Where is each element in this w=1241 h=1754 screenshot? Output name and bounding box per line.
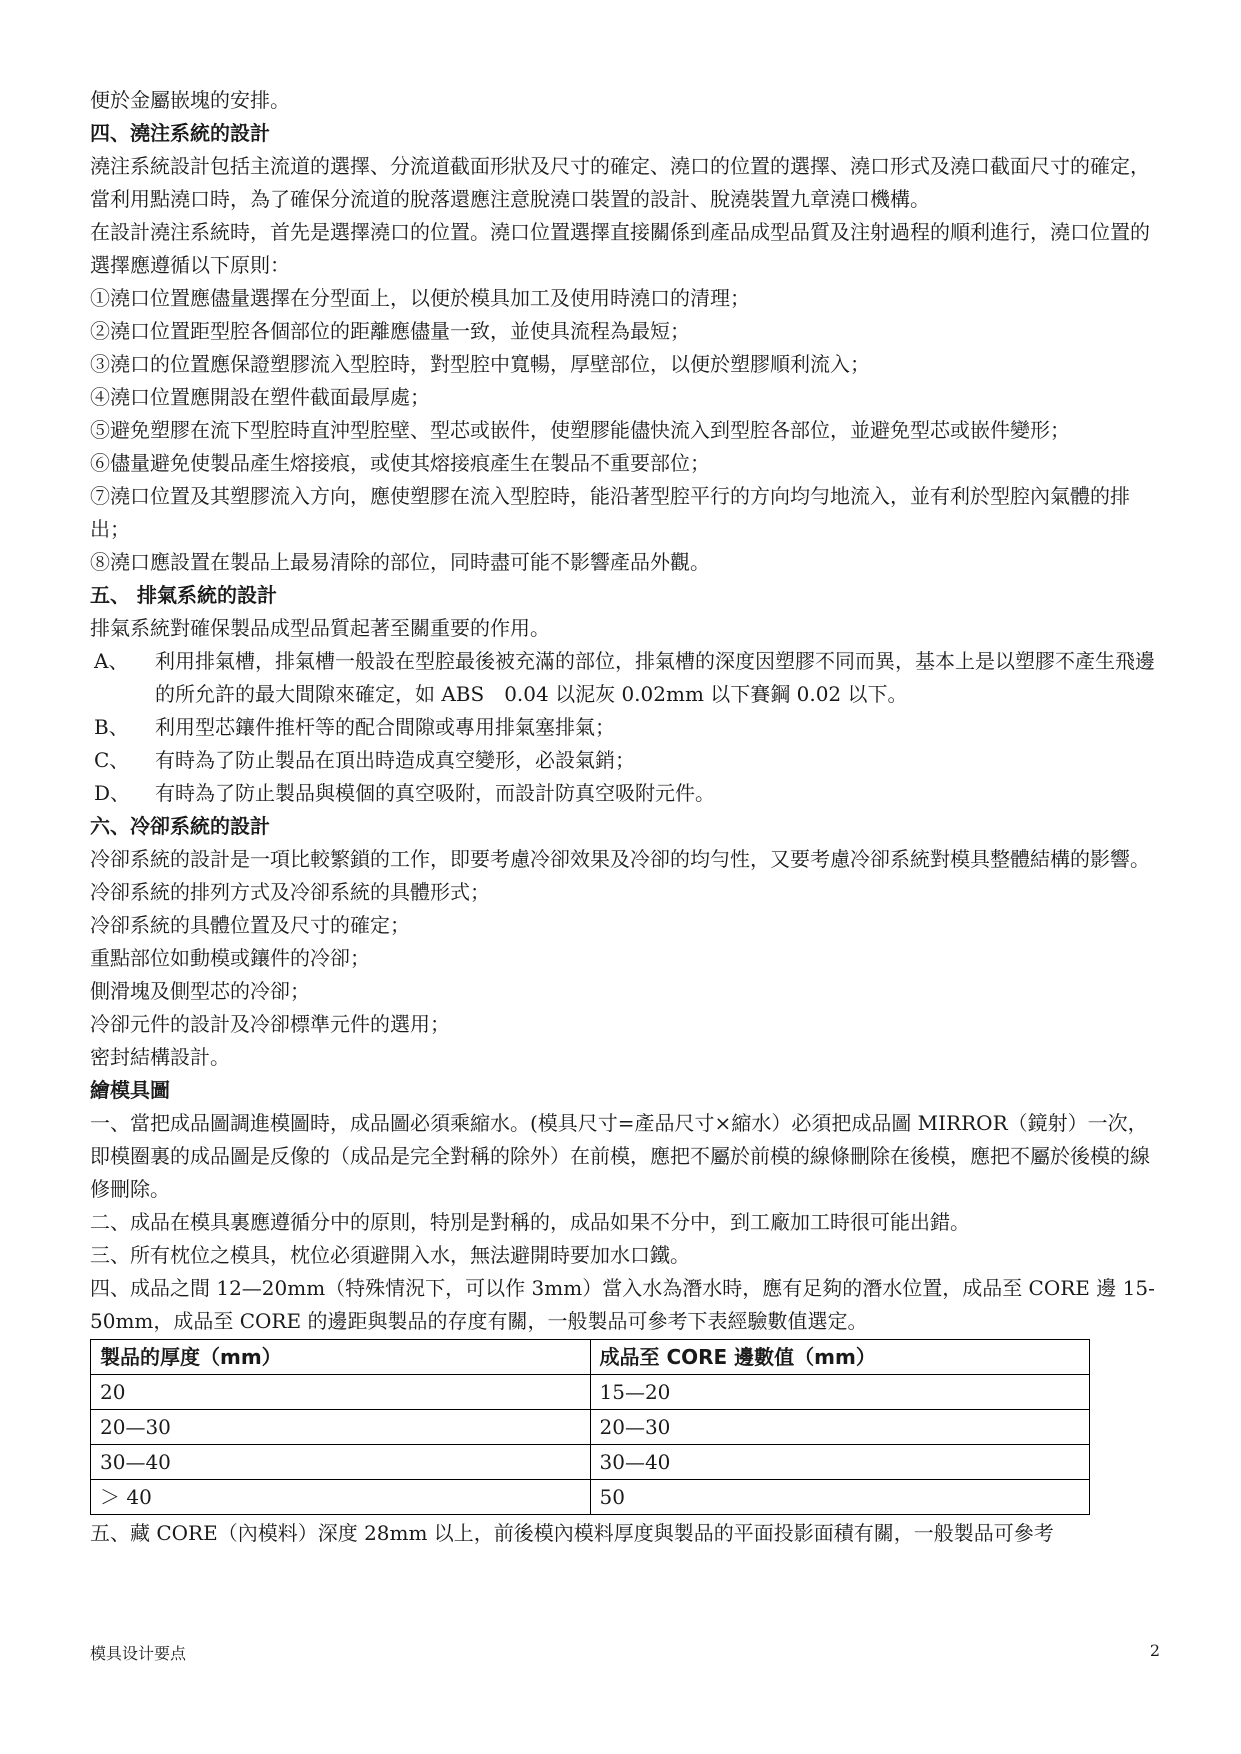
- footer-title: 模具设计要点: [90, 1644, 187, 1663]
- rule-item: ⑤避免塑膠在流下型腔時直沖型腔壁、型芯或嵌件，使塑膠能儘快流入到型腔各部位，並避免型芯或嵌件變形；: [90, 418, 1070, 442]
- thickness-table: [90, 1339, 1090, 1515]
- section-heading-mold-drawing: 繪模具圖: [90, 1078, 170, 1102]
- cooling-line: 重點部位如動模或鑲件的冷卻；: [90, 946, 370, 970]
- list-item-text: 有時為了防止製品與模個的真空吸附，而設計防真空吸附元件。: [155, 781, 715, 805]
- cooling-line: 冷卻系統的排列方式及冷卻系統的具體形式；: [90, 880, 490, 904]
- intro-line: 便於金屬嵌塊的安排。: [90, 88, 290, 112]
- list-item-label: D、: [94, 781, 131, 805]
- rule-item: ⑧澆口應設置在製品上最易清除的部位，同時盡可能不影響產品外觀。: [90, 550, 710, 574]
- paragraph: 排氣系統對確保製品成型品質起著至關重要的作用。: [90, 616, 550, 640]
- list-item-label: A、: [94, 649, 129, 673]
- paragraph: 冷卻系統的設計是一項比較繁鎖的工作，即要考慮冷卻效果及冷卻的均勻性，又要考慮冷卻系統對模具整體結構的影響。: [90, 847, 1150, 871]
- paragraph: 澆注系統設計包括主流道的選擇、分流道截面形狀及尺寸的確定、澆口的位置的選擇、澆口形式及澆口截面尺寸的確定，當利用點澆口時，為了確保分流道的脫落還應注意脫澆口裝置的設計、脫澆裝置九章澆口機構。: [90, 154, 1150, 211]
- paragraph: 二、成品在模具裏應遵循分中的原則，特別是對稱的，成品如果不分中，到工廠加工時很可能出錯。: [90, 1210, 970, 1234]
- rule-item: ④澆口位置應開設在塑件截面最厚處；: [90, 385, 430, 409]
- paragraph: 在設計澆注系統時，首先是選擇澆口的位置。澆口位置選擇直接關係到產品成型品質及注射過程的順利進行，澆口位置的選擇應遵循以下原則：: [90, 220, 1150, 277]
- cooling-line: 側滑塊及側型芯的冷卻；: [90, 979, 310, 1003]
- table-cell: 20—30: [590, 1410, 1090, 1445]
- table-row: [91, 1445, 1090, 1480]
- list-item-text: 利用型芯鑲件推杆等的配合間隙或專用排氣塞排氣；: [155, 715, 615, 739]
- page-number: 2: [1149, 1641, 1160, 1660]
- table-cell: 20: [91, 1375, 591, 1410]
- list-item: [90, 777, 1160, 810]
- table-header-cell: 成品至 CORE 邊數值（mm）: [590, 1340, 1090, 1375]
- cooling-line: 冷卻元件的設計及冷卻標準元件的選用；: [90, 1012, 450, 1036]
- table-cell: 15—20: [590, 1375, 1090, 1410]
- paragraph: 五、藏 CORE（內模料）深度 28mm 以上，前後模內模料厚度與製品的平面投影面積有關，一般製品可參考: [90, 1521, 1054, 1545]
- table-cell: 50: [590, 1480, 1090, 1515]
- list-item: [90, 711, 1160, 744]
- section-heading-cooling: 六、冷卻系統的設計: [90, 814, 270, 838]
- rule-item: ②澆口位置距型腔各個部位的距離應儘量一致，並使具流程為最短；: [90, 319, 690, 343]
- rule-item: ③澆口的位置應保證塑膠流入型腔時，對型腔中寬暢，厚壁部位，以便於塑膠順利流入；: [90, 352, 870, 376]
- table-header-cell: 製品的厚度（mm）: [91, 1340, 591, 1375]
- table-row: [91, 1480, 1090, 1515]
- document-page: [90, 84, 1160, 1550]
- paragraph: 一、當把成品圖調進模圖時，成品圖必須乘縮水。(模具尺寸=產品尺寸×縮水）必須把成品圖 MIRROR（鏡射）一次，即模圈裏的成品圖是反像的（成品是完全對稱的除外）在前模，應把不屬於前模的線條刪除在後模，應把不屬於後模的線修刪除。: [90, 1111, 1150, 1201]
- section-heading-venting: 五、 排氣系統的設計: [90, 583, 277, 607]
- rule-item: ⑦澆口位置及其塑膠流入方向，應使塑膠在流入型腔時，能沿著型腔平行的方向均勻地流入，並有利於型腔內氣體的排出；: [90, 484, 1130, 541]
- list-item-text: 利用排氣槽，排氣槽一般設在型腔最後被充滿的部位，排氣槽的深度因塑膠不同而異，基本上是以塑膠不產生飛邊的所允許的最大間隙來確定，如 ABS 0.04 以泥灰 0.02mm 以下賽鋼 0.02 以下。: [155, 649, 1155, 706]
- table-cell: 20—30: [91, 1410, 591, 1445]
- list-item-text: 有時為了防止製品在頂出時造成真空變形，必設氣銷；: [155, 748, 635, 772]
- rule-item: ①澆口位置應儘量選擇在分型面上，以便於模具加工及使用時澆口的清理；: [90, 286, 750, 310]
- list-item: [90, 645, 1160, 711]
- page-footer: [90, 1641, 1160, 1664]
- section-heading-gating: 四、澆注系統的設計: [90, 121, 270, 145]
- table-header-row: [91, 1340, 1090, 1375]
- rule-item: ⑥儘量避免使製品產生熔接痕，或使其熔接痕產生在製品不重要部位；: [90, 451, 710, 475]
- table-cell: ＞ 40: [91, 1480, 591, 1515]
- cooling-line: 密封結構設計。: [90, 1045, 230, 1069]
- table-row: [91, 1410, 1090, 1445]
- table-cell: 30—40: [91, 1445, 591, 1480]
- table-row: [91, 1375, 1090, 1410]
- table-cell: 30—40: [590, 1445, 1090, 1480]
- cooling-line: 冷卻系統的具體位置及尺寸的確定；: [90, 913, 410, 937]
- list-item: [90, 744, 1160, 777]
- list-item-label: B、: [94, 715, 129, 739]
- list-item-label: C、: [94, 748, 130, 772]
- paragraph: 四、成品之間 12—20mm（特殊情況下，可以作 3mm）當入水為潛水時，應有足夠的潛水位置，成品至 CORE 邊 15-50mm，成品至 CORE 的邊距與製品的存度有關，一般製品可參考下表經驗數值選定。: [90, 1276, 1155, 1333]
- paragraph: 三、所有枕位之模具，枕位必須避開入水，無法避開時要加水口鐵。: [90, 1243, 690, 1267]
